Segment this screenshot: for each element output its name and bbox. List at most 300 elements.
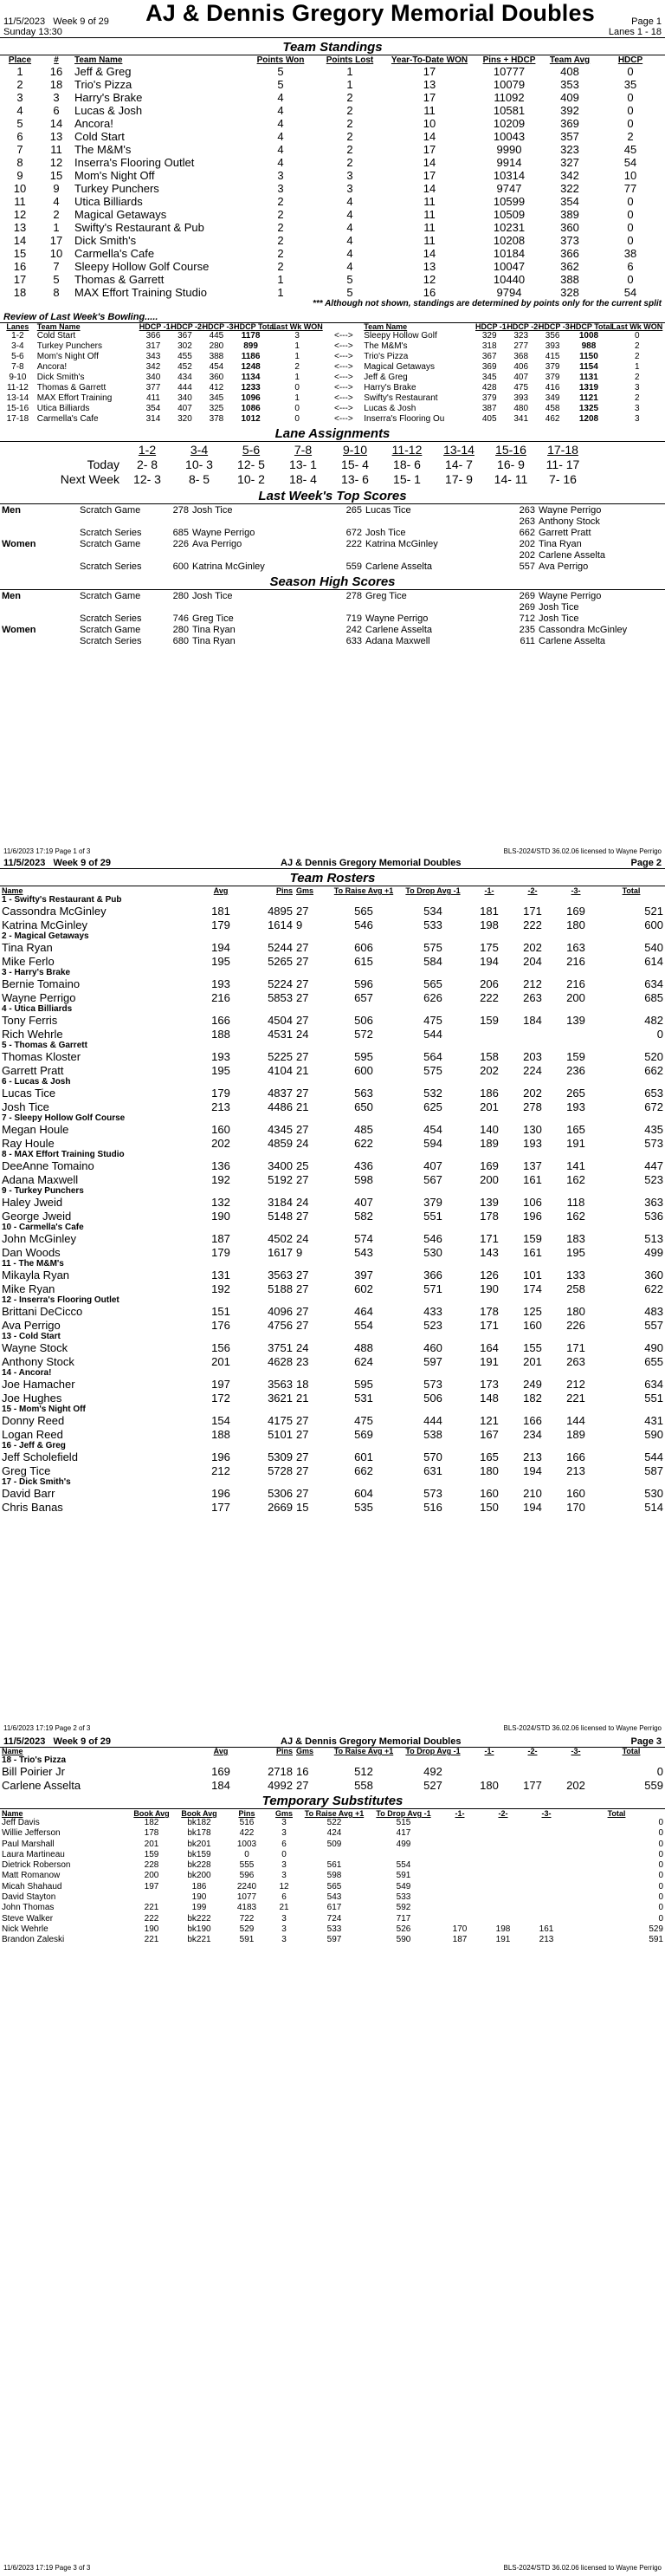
- player-cell: 24: [296, 1232, 309, 1245]
- player-cell: 27: [296, 941, 309, 954]
- review-cell: 1: [294, 393, 300, 403]
- standings-cell: 5: [277, 65, 284, 78]
- player-cell: 5244: [268, 941, 293, 954]
- player-cell: Wayne Stock: [2, 1341, 68, 1354]
- sub-cell: [525, 1840, 568, 1850]
- day-time: Sunday 13:30: [3, 27, 62, 37]
- team-heading-row: [0, 1259, 665, 1269]
- vs-arrow: <--->: [333, 341, 353, 351]
- player-cell: 213: [566, 1463, 585, 1477]
- player-cell: 139: [566, 1014, 585, 1027]
- standings-cell: 2: [277, 234, 284, 247]
- report-week: Week 9 of 29: [53, 16, 109, 27]
- standings-cell: 14: [423, 130, 436, 143]
- standings-cell: 10047: [493, 260, 526, 273]
- standings-cell: 2: [16, 78, 23, 91]
- player-row: [0, 1269, 665, 1282]
- player-cell: 178: [480, 1305, 499, 1318]
- review-cell: 317: [145, 341, 161, 351]
- score-cell: Anthony Stock: [539, 516, 600, 527]
- standings-cell: 11: [50, 143, 62, 156]
- standings-cell: 12: [423, 273, 436, 286]
- review-cell: 1131: [579, 373, 598, 382]
- player-cell: Mike Ferlo: [2, 954, 55, 968]
- review-cell: 475: [513, 383, 529, 393]
- player-cell: Brittani DeCicco: [2, 1305, 83, 1318]
- sub-cell: 199: [191, 1903, 207, 1913]
- standings-row: [0, 208, 665, 221]
- player-cell: 5728: [268, 1463, 293, 1477]
- score-cell: Scratch Series: [80, 561, 142, 572]
- sub-cell: 198: [495, 1924, 511, 1934]
- score-cell: 278: [172, 505, 189, 516]
- review-cell: 379: [545, 373, 560, 382]
- review-cell: 406: [513, 362, 529, 372]
- player-cell: 540: [644, 941, 663, 954]
- review-cell: 342: [145, 362, 161, 372]
- standings-cell: 2: [277, 195, 284, 208]
- review-header: Lanes: [6, 322, 29, 331]
- score-cell: 662: [519, 528, 535, 538]
- player-cell: 171: [480, 1318, 499, 1332]
- player-cell: 167: [480, 1427, 499, 1441]
- review-cell: 340: [145, 373, 161, 382]
- review-row: [0, 404, 665, 414]
- standings-cell: Harry's Brake: [74, 91, 143, 104]
- standings-cell: 0: [627, 221, 634, 234]
- lane-next: 10- 2: [237, 472, 265, 486]
- standings-cell: 2: [277, 247, 284, 260]
- player-cell: 27: [296, 954, 309, 968]
- standings-cell: 14: [49, 117, 63, 130]
- roster-header: To Drop Avg -1: [405, 886, 461, 895]
- standings-cell: 9: [16, 169, 23, 182]
- season-high-title: Season High Scores: [0, 574, 665, 590]
- player-cell: Adana Maxwell: [2, 1172, 79, 1186]
- score-cell: 280: [172, 591, 189, 601]
- rosters-table: [0, 887, 665, 1514]
- player-cell: 160: [480, 1487, 499, 1500]
- player-cell: Bernie Tomaino: [2, 977, 81, 990]
- standings-header: Year-To-Date WON: [391, 55, 468, 65]
- lane-today: 14- 7: [445, 457, 473, 471]
- player-cell: Cassondra McGinley: [2, 905, 107, 918]
- player-row: [0, 1487, 665, 1501]
- sub-cell: John Thomas: [2, 1903, 55, 1913]
- player-cell: 379: [423, 1196, 442, 1209]
- player-cell: 512: [354, 1765, 373, 1778]
- score-cell: Carlene Asselta: [365, 561, 433, 572]
- standings-table: [0, 56, 665, 299]
- player-cell: [468, 1765, 511, 1779]
- standings-row: [0, 91, 665, 104]
- review-cell: Ancora!: [36, 362, 68, 372]
- standings-cell: 389: [560, 208, 579, 221]
- player-cell: 5188: [268, 1282, 293, 1295]
- sub-cell: 3: [281, 1935, 287, 1945]
- player-cell: 177: [211, 1500, 230, 1514]
- vs-arrow: <--->: [333, 373, 353, 382]
- sub-cell: [525, 1882, 568, 1892]
- sub-cell: 182: [144, 1818, 159, 1827]
- page-3: [0, 1736, 665, 2572]
- review-row: [0, 362, 665, 373]
- player-cell: 521: [644, 905, 663, 918]
- review-header: Last Wk WON: [271, 322, 323, 331]
- page-2: [0, 858, 665, 1732]
- player-cell: 118: [566, 1196, 585, 1209]
- standings-cell: 4: [346, 234, 353, 247]
- score-cell: 611: [520, 636, 535, 646]
- review-cell: 3: [635, 414, 640, 424]
- player-cell: 196: [523, 1209, 542, 1223]
- player-cell: 148: [480, 1391, 499, 1405]
- player-cell: 221: [566, 1391, 585, 1405]
- team-heading-row: [0, 1405, 665, 1414]
- sub-cell: 159: [144, 1849, 159, 1859]
- sub-row: [0, 1828, 665, 1839]
- review-cell: 1325: [578, 404, 599, 413]
- player-cell: 601: [354, 1450, 373, 1463]
- player-cell: 27: [296, 1487, 309, 1500]
- player-cell: 27: [296, 1305, 309, 1318]
- sub-row: [0, 1871, 665, 1881]
- sub-cell: [481, 1871, 525, 1881]
- score-cell: [0, 561, 78, 573]
- player-cell: 189: [480, 1136, 499, 1150]
- player-row: [0, 1501, 665, 1515]
- review-header: HDCP -1-: [139, 322, 173, 331]
- team-heading-row: [0, 1223, 665, 1232]
- review-cell: 329: [481, 331, 497, 341]
- team-heading: 18 - Trio's Pizza: [2, 1755, 67, 1765]
- standings-cell: 38: [623, 247, 637, 260]
- standings-cell: 1: [277, 286, 284, 299]
- subs-table: [0, 1810, 665, 1946]
- sub-cell: 543: [326, 1892, 342, 1903]
- footer3-left: 11/6/2023 17:19 Page 3 of 3: [3, 2564, 91, 2572]
- standings-cell: Thomas & Garrett: [74, 273, 165, 286]
- footer2-left: 11/6/2023 17:19 Page 2 of 3: [3, 1724, 91, 1732]
- sub-cell: 591: [396, 1871, 411, 1881]
- review-cell: 5-6: [11, 352, 24, 361]
- sub-cell: bk178: [187, 1828, 211, 1839]
- player-cell: 4756: [268, 1318, 293, 1332]
- standings-cell: 3: [346, 182, 353, 195]
- review-cell: 0: [294, 383, 300, 393]
- standings-cell: 0: [627, 195, 634, 208]
- score-cell: 280: [172, 625, 189, 635]
- standings-cell: 0: [627, 234, 634, 247]
- team-heading: 6 - Lucas & Josh: [2, 1077, 71, 1087]
- player-cell: 532: [423, 1087, 442, 1100]
- roster-header: -3-: [571, 1747, 581, 1755]
- standings-cell: 328: [560, 286, 579, 299]
- player-cell: 169: [480, 1159, 499, 1172]
- player-cell: 195: [211, 954, 230, 968]
- review-cell: 1154: [579, 362, 598, 372]
- standings-cell: 3: [277, 169, 284, 182]
- standings-cell: MAX Effort Training Studio: [74, 286, 207, 299]
- player-cell: 186: [480, 1087, 499, 1100]
- team-heading-row: [0, 1150, 665, 1159]
- review-cell: 1096: [241, 393, 261, 403]
- player-cell: 27: [296, 1087, 309, 1100]
- standings-row: [0, 156, 665, 169]
- player-cell: 125: [523, 1305, 542, 1318]
- score-cell: [364, 550, 511, 561]
- player-cell: 546: [354, 918, 373, 931]
- sub-cell: [438, 1914, 481, 1924]
- score-cell: 269: [519, 602, 535, 613]
- standings-cell: 13: [13, 221, 27, 234]
- review-cell: 393: [513, 393, 529, 403]
- score-cell: Katrina McGinley: [192, 561, 265, 572]
- sub-cell: 554: [396, 1860, 411, 1871]
- player-cell: 136: [211, 1159, 230, 1172]
- lane-next: 17- 9: [445, 472, 473, 486]
- lanes-table: [35, 443, 589, 487]
- player-cell: 183: [566, 1232, 585, 1245]
- sub-cell: 3: [281, 1860, 287, 1871]
- standings-cell: 35: [623, 78, 637, 91]
- standings-cell: 17: [423, 143, 436, 156]
- player-cell: Anthony Stock: [2, 1354, 74, 1368]
- review-header: Team Name: [364, 322, 408, 331]
- lane-pair: 7-8: [294, 443, 313, 457]
- standings-cell: 4: [277, 156, 284, 169]
- standings-cell: The M&M's: [74, 143, 132, 156]
- player-row: [0, 1210, 665, 1223]
- review-cell: 411: [145, 393, 160, 403]
- team-heading: 1 - Swifty's Restaurant & Pub: [2, 895, 122, 905]
- review-cell: Turkey Punchers: [36, 341, 102, 351]
- team-heading: 11 - The M&M's: [2, 1259, 64, 1269]
- sub-cell: 221: [144, 1903, 159, 1913]
- score-cell: Adana Maxwell: [365, 636, 430, 646]
- review-cell: 378: [209, 414, 224, 424]
- standings-cell: 362: [560, 260, 579, 273]
- standings-cell: 10231: [493, 221, 526, 234]
- player-cell: 5265: [268, 954, 293, 968]
- review-cell: Carmella's Cafe: [36, 414, 99, 424]
- player-cell: 184: [523, 1014, 542, 1027]
- player-cell: 662: [644, 1063, 663, 1077]
- subs-header: Total: [607, 1809, 626, 1818]
- player-cell: 1617: [268, 1245, 293, 1259]
- player-cell: 506: [354, 1014, 373, 1027]
- sub-cell: 724: [326, 1913, 342, 1924]
- player-cell: 201: [211, 1354, 230, 1368]
- team-heading-row: [0, 1477, 665, 1487]
- player-row: [0, 1100, 665, 1114]
- lane-today: 11- 17: [546, 457, 580, 471]
- score-cell: Ava Perrigo: [192, 539, 242, 549]
- standings-cell: 2: [346, 156, 353, 169]
- team-heading-row: [0, 1113, 665, 1123]
- player-cell: 190: [480, 1282, 499, 1295]
- player-cell: 202: [523, 1087, 542, 1100]
- team-heading: 10 - Carmella's Cafe: [2, 1223, 84, 1232]
- team-heading-row: [0, 1186, 665, 1196]
- team-heading: 14 - Ancora!: [2, 1368, 52, 1378]
- sub-cell: [481, 1892, 525, 1903]
- player-row: [0, 905, 665, 918]
- sub-cell: 598: [326, 1871, 342, 1881]
- lane-today: 18- 6: [393, 457, 421, 471]
- standings-cell: 5: [53, 273, 60, 286]
- sub-cell: 3: [281, 1818, 287, 1827]
- subs-header: Book Avg: [181, 1809, 217, 1818]
- standings-cell: 4: [277, 91, 284, 104]
- player-cell: 538: [423, 1427, 442, 1441]
- player-cell: 212: [211, 1463, 230, 1477]
- player-cell: 222: [480, 990, 499, 1004]
- sub-cell: 221: [144, 1935, 159, 1945]
- review-cell: 1186: [241, 352, 261, 361]
- player-cell: 685: [644, 990, 663, 1004]
- subs-header: Name: [2, 1809, 23, 1818]
- sub-row: [0, 1914, 665, 1924]
- player-cell: 212: [566, 1378, 585, 1391]
- player-cell: [554, 1765, 597, 1779]
- player-cell: 27: [296, 1778, 309, 1792]
- review-cell: 360: [209, 373, 224, 382]
- player-cell: 258: [566, 1282, 585, 1295]
- player-cell: 551: [644, 1391, 663, 1405]
- team-heading: 13 - Cold Start: [2, 1332, 61, 1341]
- score-cell: 559: [345, 561, 362, 572]
- roster-header: Pins: [275, 886, 293, 895]
- player-cell: 24: [296, 1341, 309, 1354]
- standings-cell: 9914: [496, 156, 522, 169]
- score-cell: 672: [345, 528, 362, 538]
- player-cell: 407: [354, 1196, 373, 1209]
- sub-cell: 526: [396, 1924, 411, 1934]
- player-row: [0, 1450, 665, 1464]
- score-cell: 685: [172, 528, 189, 538]
- review-cell: 280: [209, 341, 224, 351]
- review-cell: 340: [178, 393, 192, 403]
- sub-cell: 0: [281, 1849, 287, 1859]
- score-row: [0, 602, 665, 613]
- standings-cell: 0: [627, 104, 634, 117]
- review-cell: 302: [178, 341, 192, 351]
- player-cell: 226: [566, 1318, 585, 1332]
- player-cell: 570: [423, 1450, 442, 1463]
- player-cell: 9: [296, 1245, 303, 1259]
- review-cell: 1012: [241, 414, 261, 424]
- standings-cell: Jeff & Greg: [74, 65, 132, 78]
- player-cell: 557: [644, 1318, 663, 1332]
- player-cell: 551: [423, 1209, 442, 1223]
- sub-cell: 722: [239, 1913, 255, 1924]
- vs-arrow: <--->: [333, 414, 353, 424]
- player-cell: 27: [296, 1172, 309, 1186]
- player-cell: 234: [523, 1427, 542, 1441]
- player-cell: 4504: [268, 1014, 293, 1027]
- sub-cell: 533: [396, 1892, 411, 1903]
- standings-cell: 54: [623, 156, 637, 169]
- player-cell: 164: [480, 1341, 499, 1354]
- player-cell: David Barr: [2, 1487, 55, 1500]
- standings-cell: 45: [623, 143, 637, 156]
- standings-cell: 10208: [493, 234, 526, 247]
- score-cell: [190, 550, 338, 561]
- player-cell: 27: [296, 1123, 309, 1136]
- sub-cell: 213: [539, 1935, 554, 1945]
- player-cell: 574: [354, 1232, 373, 1245]
- review-cell: 415: [545, 352, 560, 361]
- sub-cell: [525, 1892, 568, 1903]
- player-cell: 598: [354, 1172, 373, 1186]
- standings-cell: 10209: [493, 117, 526, 130]
- player-cell: 24: [296, 1027, 309, 1041]
- standings-cell: 9: [53, 182, 60, 195]
- standings-cell: 354: [560, 195, 579, 208]
- player-row: [0, 918, 665, 932]
- score-cell: 226: [172, 539, 189, 549]
- review-header: HDCP -1-: [475, 322, 509, 331]
- team-heading: 3 - Harry's Brake: [2, 968, 71, 977]
- vs-arrow: <--->: [333, 352, 353, 361]
- vs-arrow: <--->: [333, 331, 353, 341]
- score-cell: Scratch Game: [80, 591, 141, 601]
- player-cell: 543: [354, 1245, 373, 1259]
- sub-cell: [481, 1860, 525, 1871]
- sub-row: [0, 1860, 665, 1871]
- standings-row: [0, 130, 665, 143]
- player-cell: 363: [644, 1196, 663, 1209]
- review-cell: 899: [243, 341, 258, 351]
- standings-row: [0, 247, 665, 260]
- standings-row: [0, 182, 665, 195]
- subs-header: -3-: [541, 1809, 552, 1818]
- player-row: [0, 1355, 665, 1369]
- review-cell: 1086: [241, 404, 261, 413]
- standings-cell: Ancora!: [74, 117, 113, 130]
- score-cell: Wayne Perrigo: [539, 505, 602, 516]
- player-cell: 169: [211, 1765, 230, 1778]
- standings-row: [0, 117, 665, 130]
- standings-cell: 6: [16, 130, 23, 143]
- player-cell: 600: [644, 918, 663, 931]
- standings-cell: 10184: [493, 247, 526, 260]
- player-cell: 482: [644, 1014, 663, 1027]
- player-cell: 150: [480, 1500, 499, 1514]
- sub-cell: 0: [244, 1849, 249, 1859]
- review-cell: Sleepy Hollow Golf: [364, 331, 437, 341]
- review-row: [0, 352, 665, 362]
- review-cell: 387: [481, 404, 497, 413]
- player-cell: 196: [211, 1450, 230, 1463]
- footer2-right: BLS-2024/STD 36.02.06 licensed to Wayne Perrigo: [503, 1724, 662, 1732]
- lane-today: 16- 9: [497, 457, 525, 471]
- sub-cell: 1077: [236, 1892, 257, 1903]
- standings-cell: 17: [49, 234, 63, 247]
- sub-cell: [525, 1914, 568, 1924]
- player-cell: 151: [211, 1305, 230, 1318]
- standings-header: Team Name: [74, 55, 123, 65]
- review-cell: 345: [209, 393, 224, 403]
- standings-cell: 10440: [493, 273, 526, 286]
- page2-date: 11/5/2023: [3, 858, 46, 868]
- player-row: [0, 977, 665, 991]
- review-cell: 1: [294, 341, 300, 351]
- player-cell: Mike Ryan: [2, 1282, 55, 1295]
- sub-cell: 3: [281, 1828, 287, 1839]
- player-cell: 624: [354, 1354, 373, 1368]
